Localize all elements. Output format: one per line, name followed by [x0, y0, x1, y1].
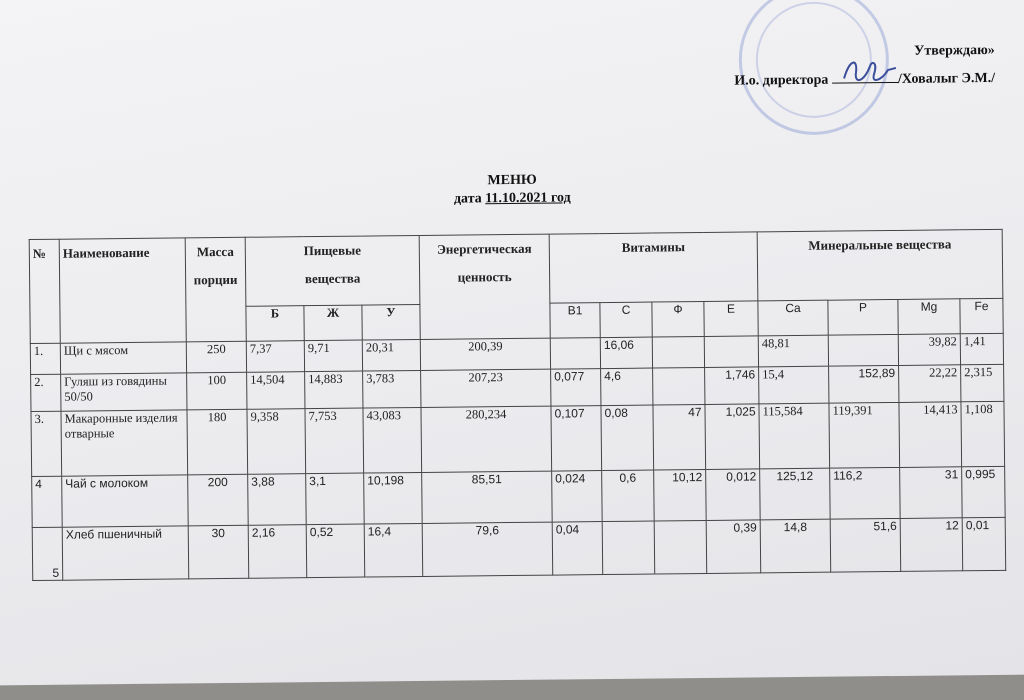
cell-zh: 7,753	[305, 408, 364, 474]
cell-u: 10,198	[364, 472, 423, 524]
cell-name: Чай с молоком	[62, 475, 189, 527]
cell-b: 9,358	[247, 409, 306, 475]
cell-zh: 14,883	[305, 371, 363, 409]
subheader-p: P	[828, 299, 898, 335]
cell-mg: 14,413	[899, 402, 962, 468]
cell-p: 51,6	[830, 518, 901, 572]
cell-ca: 14,8	[760, 519, 831, 573]
cell-p: 152,89	[829, 365, 899, 403]
cell-mass: 250	[186, 341, 246, 373]
subheader-c: C	[600, 302, 652, 338]
cell-ca: 15,4	[759, 366, 829, 404]
cell-num: 4	[32, 476, 63, 527]
cell-mg: 12	[900, 518, 963, 572]
cell-mg: 31	[900, 467, 963, 519]
cell-u: 16,4	[364, 523, 423, 577]
cell-c: 0,6	[602, 470, 655, 522]
energy-header-line2: ценность	[457, 269, 512, 285]
cell-mass: 30	[188, 525, 249, 579]
subheader-ca: Ca	[758, 300, 828, 336]
cell-f: 47	[653, 404, 706, 470]
cell-u: 20,31	[362, 339, 420, 371]
approval-title: Утверждаю»	[914, 42, 995, 59]
subheader-u: У	[362, 304, 420, 340]
cell-fe: 0,01	[962, 517, 1006, 570]
table-header-row	[29, 229, 1003, 308]
cell-e: 1,746	[705, 367, 759, 405]
col-energy-header	[419, 234, 550, 339]
subheader-fe: Fe	[960, 298, 1003, 333]
table-row	[32, 517, 1006, 580]
cell-f: 10,12	[654, 469, 707, 521]
cell-f	[653, 367, 705, 405]
col-num-header: №	[29, 239, 60, 343]
date-value: 11.10.2021 год	[485, 190, 571, 207]
energy-header-line1: Энергетическая	[436, 240, 532, 257]
cell-mass: 180	[187, 409, 248, 475]
cell-b1: 0,04	[552, 522, 603, 576]
cell-zh: 3,1	[306, 473, 365, 525]
cell-e: 0,012	[706, 469, 761, 521]
position-label: И.о. директора	[734, 72, 829, 89]
cell-energy: 207,23	[421, 369, 551, 407]
col-nutrients-header	[245, 235, 420, 306]
cell-energy: 200,39	[420, 338, 550, 370]
cell-num: 2.	[31, 374, 61, 411]
col-mass-header	[185, 237, 246, 342]
cell-f	[652, 336, 704, 368]
cell-c: 16,06	[600, 337, 652, 369]
cell-ca: 48,81	[758, 335, 828, 367]
cell-b: 3,88	[248, 474, 307, 526]
cell-zh: 0,52	[306, 524, 365, 578]
col-name-header: Наименование	[59, 238, 186, 343]
cell-e	[704, 336, 758, 368]
cell-fe: 1,108	[961, 401, 1005, 466]
subheader-zh: Ж	[304, 305, 362, 341]
menu-table	[29, 229, 1007, 581]
cell-fe: 2,315	[961, 364, 1004, 401]
cell-fe: 1,41	[960, 333, 1003, 364]
document-title: МЕНЮ	[487, 172, 537, 189]
subheader-b: Б	[246, 306, 304, 342]
cell-mass: 200	[188, 474, 249, 526]
cell-p: 116,2	[830, 467, 901, 519]
cell-mg: 39,82	[898, 334, 960, 366]
subheader-b1: B1	[550, 303, 600, 339]
cell-e: 0,39	[706, 520, 761, 574]
cell-b: 7,37	[246, 341, 304, 373]
cell-u: 3,783	[363, 370, 421, 408]
cell-mass: 100	[187, 372, 247, 410]
director-name: /Ховалыг Э.М./	[897, 70, 996, 87]
subheader-mg: Mg	[898, 299, 960, 335]
cell-p	[828, 334, 898, 366]
cell-e: 1,025	[705, 404, 760, 470]
date-prefix: дата	[453, 191, 482, 207]
mass-header-line2: порции	[193, 271, 238, 288]
cell-num: 5	[32, 527, 63, 580]
cell-energy: 280,234	[421, 406, 552, 472]
cell-u: 43,083	[363, 407, 422, 473]
cell-b1: 0,024	[552, 471, 603, 523]
cell-name: Щи с мясом	[60, 342, 186, 374]
signature-field	[832, 68, 898, 84]
cell-energy: 85,51	[422, 471, 553, 523]
cell-b1	[550, 338, 600, 370]
nutrients-header-line1: Пищевые	[303, 242, 362, 259]
cell-num: 3.	[31, 411, 62, 476]
nutrients-header-line2: вещества	[304, 270, 361, 287]
handwritten-signature	[840, 52, 900, 93]
cell-c: 4,6	[601, 368, 653, 406]
cell-b: 14,504	[247, 372, 305, 410]
cell-name: Макаронные изделия отварные	[61, 410, 188, 476]
document-heading	[0, 167, 1024, 214]
cell-name: Гуляш из говядины 50/50	[61, 373, 187, 411]
cell-mg: 22,22	[899, 365, 961, 403]
approval-block	[734, 37, 995, 96]
cell-energy: 79,6	[422, 522, 553, 576]
mass-header-line1: Масса	[196, 243, 234, 260]
cell-fe: 0,995	[962, 466, 1006, 517]
subheader-f: Ф	[652, 301, 704, 337]
cell-num: 1.	[30, 343, 60, 374]
cell-name: Хлеб пшеничный	[62, 526, 189, 580]
cell-b1: 0,107	[551, 406, 602, 472]
cell-c: 0,08	[601, 405, 654, 471]
cell-b: 2,16	[248, 525, 307, 579]
approval-signature-line	[734, 65, 995, 96]
cell-zh: 9,71	[304, 340, 362, 372]
cell-ca: 115,584	[759, 403, 830, 469]
cell-f	[654, 520, 707, 574]
cell-ca: 125,12	[760, 468, 831, 520]
col-vitamins-header: Витамины	[549, 232, 758, 303]
cell-p: 119,391	[829, 402, 900, 468]
col-minerals-header: Минеральные вещества	[757, 229, 1003, 301]
table-row	[31, 401, 1005, 476]
cell-c	[602, 521, 655, 575]
subheader-e: E	[704, 301, 758, 337]
cell-b1: 0,077	[551, 369, 601, 407]
